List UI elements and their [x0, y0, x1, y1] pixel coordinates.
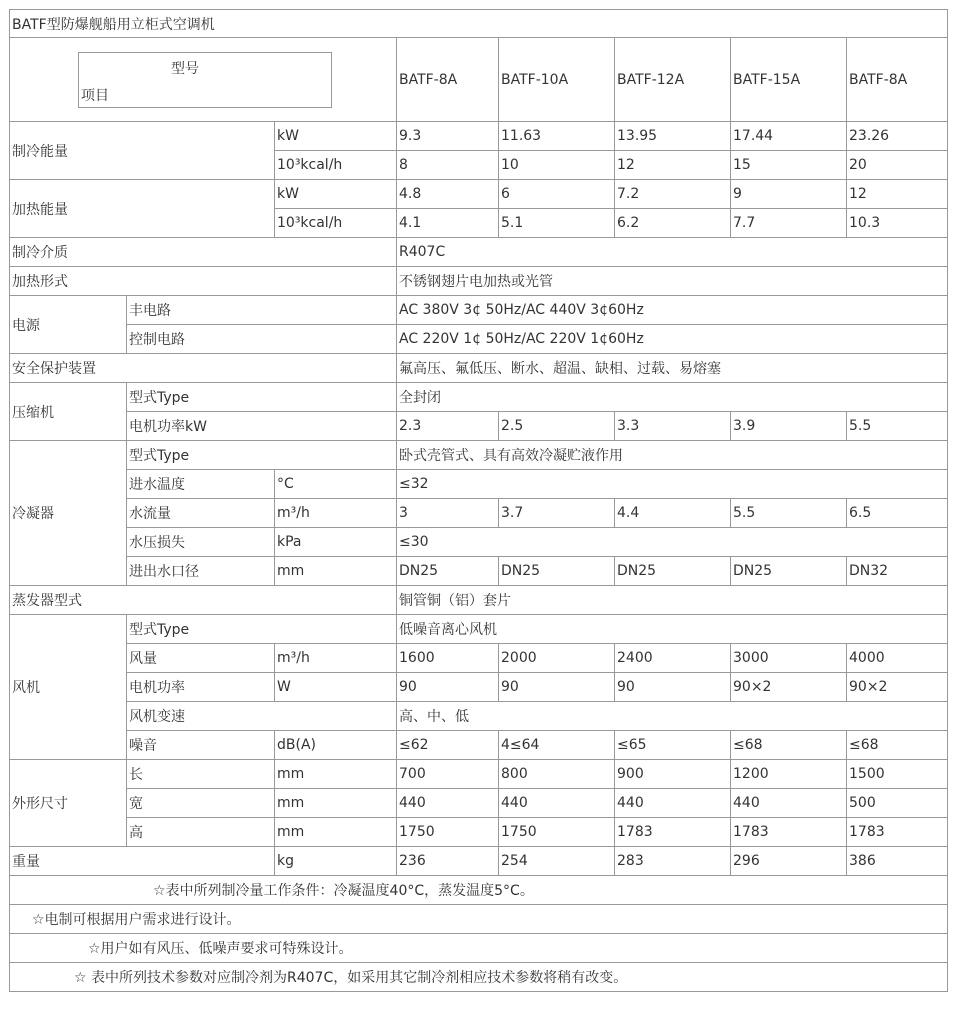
value-cell: 5.5 — [731, 499, 847, 528]
unit-cell: W — [275, 673, 397, 702]
value-cell: 90×2 — [731, 673, 847, 702]
table-row — [10, 731, 948, 760]
table-row — [10, 818, 948, 847]
value-cell: 254 — [499, 847, 615, 876]
value-cell: 500 — [847, 789, 948, 818]
dimensions-height-label: 高 — [127, 818, 275, 847]
value-cell: 90 — [615, 673, 731, 702]
note-text: ☆用户如有风压、低噪声要求可特殊设计。 — [10, 934, 948, 963]
value-cell: 10 — [499, 151, 615, 180]
power-label: 电源 — [10, 296, 127, 354]
value-cell: 440 — [615, 789, 731, 818]
value-cell: DN25 — [731, 557, 847, 586]
condenser-label: 冷凝器 — [10, 441, 127, 586]
value-cell: 1783 — [615, 818, 731, 847]
compressor-type-label: 型式Type — [127, 383, 397, 412]
value-cell: 11.63 — [499, 122, 615, 151]
table-row — [10, 644, 948, 673]
unit-cell: m³/h — [275, 499, 397, 528]
dimensions-width-label: 宽 — [127, 789, 275, 818]
value-cell: 386 — [847, 847, 948, 876]
value-cell: 1783 — [847, 818, 948, 847]
safety-value: 氟高压、氟低压、断水、超温、缺相、过载、易熔塞 — [397, 354, 948, 383]
note-text: ☆ 表中所列技术参数对应制冷剂为R407C，如采用其它制冷剂相应技术参数将稍有改变。 — [10, 963, 948, 992]
header-row — [10, 38, 948, 122]
condenser-pipe-label: 进出水口径 — [127, 557, 275, 586]
value-cell: DN25 — [397, 557, 499, 586]
table-row — [10, 702, 948, 731]
value-cell: 3000 — [731, 644, 847, 673]
value-cell: 90 — [397, 673, 499, 702]
heating-label: 加热能量 — [10, 180, 275, 238]
unit-cell: mm — [275, 818, 397, 847]
condenser-inlet-temp-value: ≤32 — [397, 470, 948, 499]
table-row — [10, 499, 948, 528]
note-text: ☆电制可根据用户需求进行设计。 — [10, 905, 948, 934]
condenser-type-value: 卧式壳管式、具有高效冷凝贮液作用 — [397, 441, 948, 470]
dimensions-label: 外形尺寸 — [10, 760, 127, 847]
value-cell: 13.95 — [615, 122, 731, 151]
table-row — [10, 673, 948, 702]
value-cell: 7.2 — [615, 180, 731, 209]
value-cell: 3.7 — [499, 499, 615, 528]
unit-cell: mm — [275, 760, 397, 789]
evaporator-value: 铜管铜（铝）套片 — [397, 586, 948, 615]
value-cell: 15 — [731, 151, 847, 180]
value-cell: DN25 — [499, 557, 615, 586]
spec-table — [9, 9, 948, 992]
value-cell: 1200 — [731, 760, 847, 789]
model-label: 型号 — [171, 60, 199, 77]
value-cell: 20 — [847, 151, 948, 180]
value-cell: 1750 — [499, 818, 615, 847]
note-text: ☆表中所列制冷量工作条件：冷凝温度40°C，蒸发温度5°C。 — [10, 876, 948, 905]
unit-cell: dB(A) — [275, 731, 397, 760]
value-cell: 7.7 — [731, 209, 847, 238]
value-cell: 23.26 — [847, 122, 948, 151]
value-cell: 3.3 — [615, 412, 731, 441]
unit-cell: kPa — [275, 528, 397, 557]
value-cell: 900 — [615, 760, 731, 789]
evaporator-label: 蒸发器型式 — [10, 586, 397, 615]
unit-cell: 10³kcal/h — [275, 209, 397, 238]
fan-air-label: 风量 — [127, 644, 275, 673]
value-cell: 4000 — [847, 644, 948, 673]
table-row — [10, 557, 948, 586]
item-label: 项目 — [81, 87, 109, 104]
table-row — [10, 528, 948, 557]
table-title: BATF型防爆舰船用立柜式空调机 — [10, 10, 948, 38]
safety-label: 安全保护装置 — [10, 354, 397, 383]
value-cell: 283 — [615, 847, 731, 876]
value-cell: 4≤64 — [499, 731, 615, 760]
value-cell: 10.3 — [847, 209, 948, 238]
value-cell: 440 — [499, 789, 615, 818]
value-cell: 6.2 — [615, 209, 731, 238]
model-header: BATF-8A — [847, 38, 948, 122]
table-row — [10, 615, 948, 644]
power-control-label: 控制电路 — [127, 325, 397, 354]
value-cell: 12 — [847, 180, 948, 209]
condenser-pressure-label: 水压损失 — [127, 528, 275, 557]
compressor-label: 压缩机 — [10, 383, 127, 441]
value-cell: 4.1 — [397, 209, 499, 238]
value-cell: 9.3 — [397, 122, 499, 151]
refrigerant-label: 制冷介质 — [10, 238, 397, 267]
value-cell: 17.44 — [731, 122, 847, 151]
table-row — [10, 354, 948, 383]
note-row — [10, 876, 948, 905]
unit-cell: kg — [275, 847, 397, 876]
unit-cell: mm — [275, 557, 397, 586]
table-row — [10, 847, 948, 876]
note-row — [10, 934, 948, 963]
model-header: BATF-12A — [615, 38, 731, 122]
value-cell: 9 — [731, 180, 847, 209]
table-row — [10, 122, 948, 151]
condenser-inlet-temp-label: 进水温度 — [127, 470, 275, 499]
compressor-type-value: 全封闭 — [397, 383, 948, 412]
value-cell: ≤62 — [397, 731, 499, 760]
table-row — [10, 412, 948, 441]
table-row — [10, 789, 948, 818]
value-cell: 5.5 — [847, 412, 948, 441]
unit-cell: kW — [275, 180, 397, 209]
power-main-label: 丰电路 — [127, 296, 397, 325]
value-cell: 700 — [397, 760, 499, 789]
value-cell: 800 — [499, 760, 615, 789]
fan-motor-label: 电机功率 — [127, 673, 275, 702]
unit-cell: mm — [275, 789, 397, 818]
value-cell: 440 — [731, 789, 847, 818]
value-cell: 4.4 — [615, 499, 731, 528]
value-cell: 6 — [499, 180, 615, 209]
table-row — [10, 470, 948, 499]
unit-cell: °C — [275, 470, 397, 499]
compressor-power-label: 电机功率kW — [127, 412, 397, 441]
cooling-label: 制冷能量 — [10, 122, 275, 180]
heating-type-label: 加热形式 — [10, 267, 397, 296]
value-cell: 440 — [397, 789, 499, 818]
value-cell: 296 — [731, 847, 847, 876]
model-header: BATF-8A — [397, 38, 499, 122]
value-cell: 2.5 — [499, 412, 615, 441]
table-row — [10, 180, 948, 209]
header-corner — [10, 38, 397, 122]
table-row — [10, 383, 948, 412]
value-cell: ≤68 — [847, 731, 948, 760]
value-cell: 1783 — [731, 818, 847, 847]
table-row — [10, 267, 948, 296]
condenser-type-label: 型式Type — [127, 441, 397, 470]
table-row — [10, 586, 948, 615]
fan-label: 风机 — [10, 615, 127, 760]
dimensions-length-label: 长 — [127, 760, 275, 789]
refrigerant-value: R407C — [397, 238, 948, 267]
unit-cell: m³/h — [275, 644, 397, 673]
value-cell: ≤65 — [615, 731, 731, 760]
value-cell: 2400 — [615, 644, 731, 673]
power-main-value: AC 380V 3¢ 50Hz/AC 440V 3¢60Hz — [397, 296, 948, 325]
model-header: BATF-15A — [731, 38, 847, 122]
unit-cell: kW — [275, 122, 397, 151]
value-cell: 90×2 — [847, 673, 948, 702]
table-row — [10, 296, 948, 325]
value-cell: 1600 — [397, 644, 499, 673]
table-row — [10, 238, 948, 267]
value-cell: 3.9 — [731, 412, 847, 441]
value-cell: 3 — [397, 499, 499, 528]
note-row — [10, 963, 948, 992]
power-control-value: AC 220V 1¢ 50Hz/AC 220V 1¢60Hz — [397, 325, 948, 354]
value-cell: 5.1 — [499, 209, 615, 238]
fan-type-label: 型式Type — [127, 615, 397, 644]
title-row — [10, 10, 948, 38]
value-cell: DN25 — [615, 557, 731, 586]
condenser-flow-label: 水流量 — [127, 499, 275, 528]
table-row — [10, 441, 948, 470]
value-cell: 1500 — [847, 760, 948, 789]
weight-label: 重量 — [10, 847, 275, 876]
note-row — [10, 905, 948, 934]
value-cell: 90 — [499, 673, 615, 702]
table-row — [10, 325, 948, 354]
value-cell: 2.3 — [397, 412, 499, 441]
condenser-pressure-value: ≤30 — [397, 528, 948, 557]
value-cell: 8 — [397, 151, 499, 180]
value-cell: 236 — [397, 847, 499, 876]
fan-speed-label: 风机变速 — [127, 702, 397, 731]
value-cell: 1750 — [397, 818, 499, 847]
heating-type-value: 不锈钢翅片电加热或光管 — [397, 267, 948, 296]
value-cell: 6.5 — [847, 499, 948, 528]
value-cell: DN32 — [847, 557, 948, 586]
value-cell: 12 — [615, 151, 731, 180]
fan-noise-label: 噪音 — [127, 731, 275, 760]
value-cell: 4.8 — [397, 180, 499, 209]
table-row — [10, 760, 948, 789]
model-header: BATF-10A — [499, 38, 615, 122]
value-cell: ≤68 — [731, 731, 847, 760]
unit-cell: 10³kcal/h — [275, 151, 397, 180]
value-cell: 2000 — [499, 644, 615, 673]
fan-type-value: 低噪音离心风机 — [397, 615, 948, 644]
header-diagonal-box — [78, 52, 332, 108]
fan-speed-value: 高、中、低 — [397, 702, 948, 731]
